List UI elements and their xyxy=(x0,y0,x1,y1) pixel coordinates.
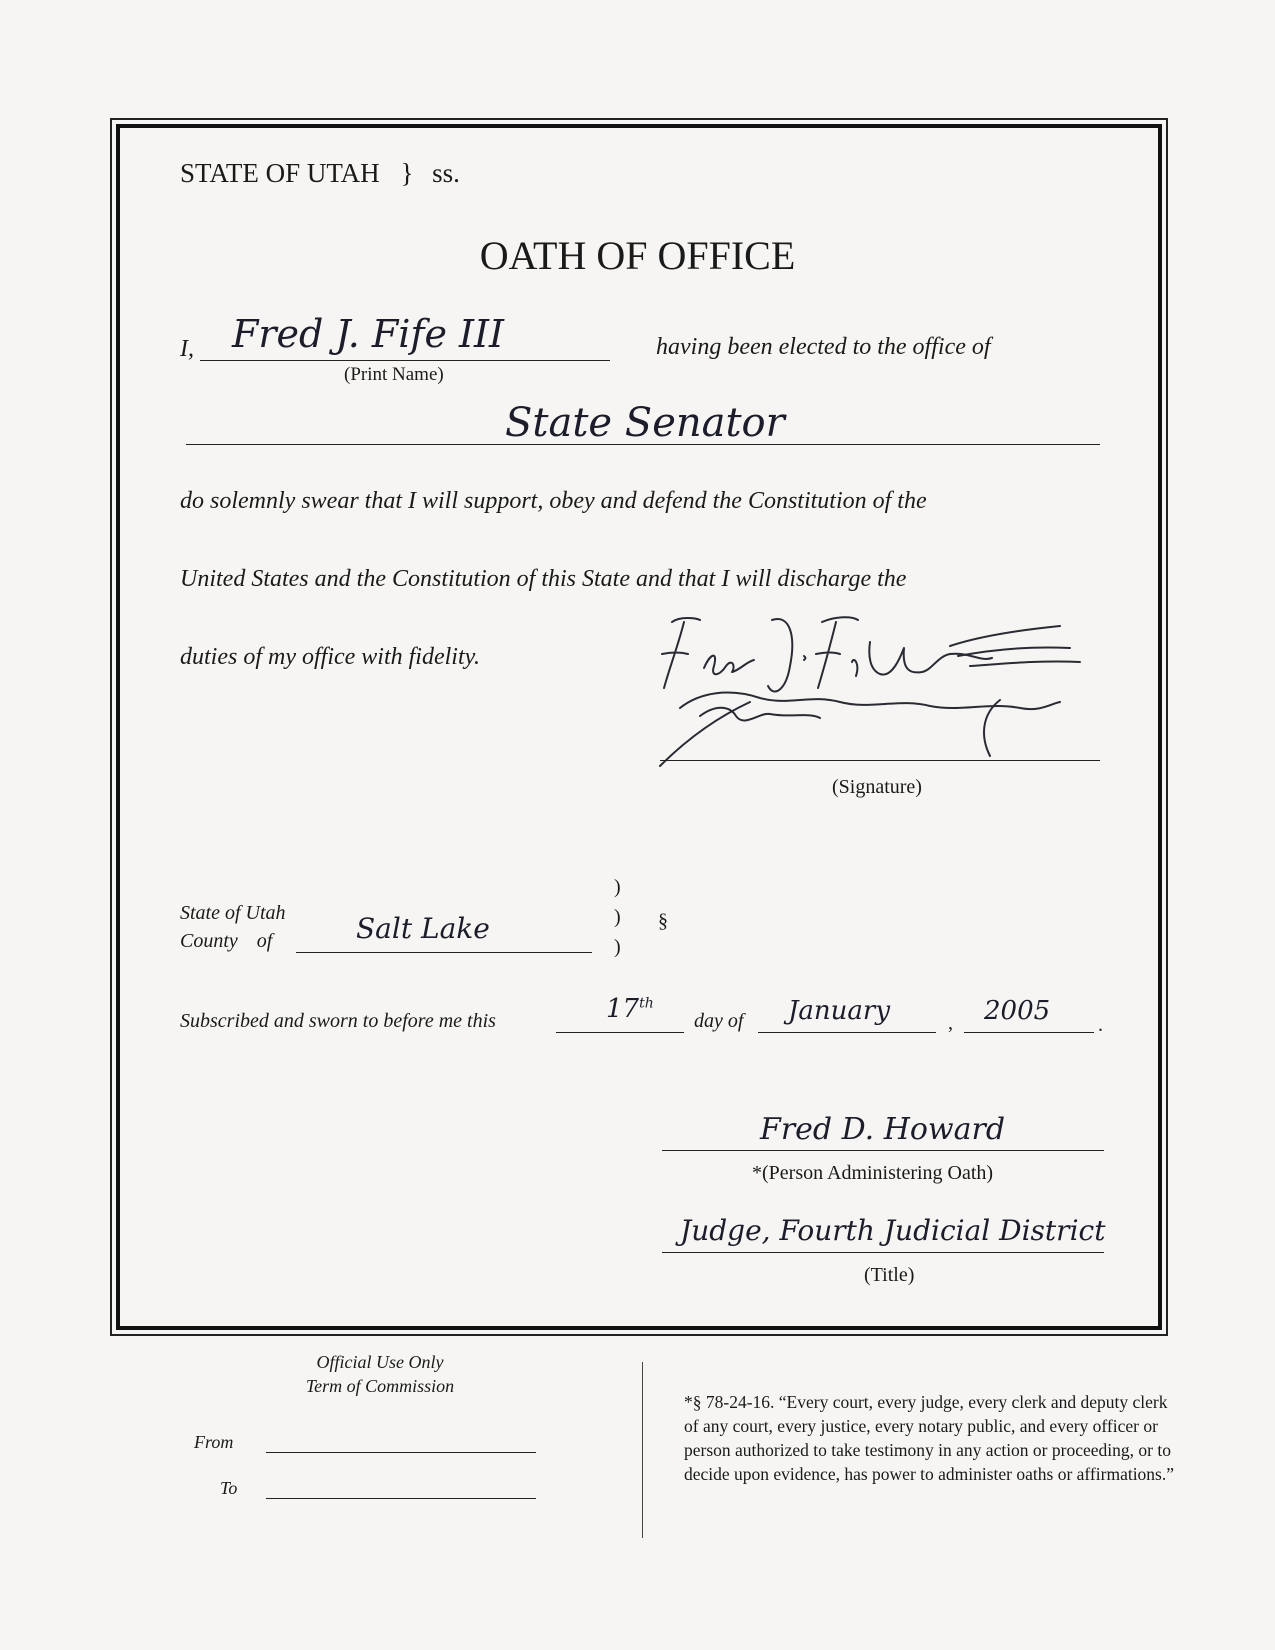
venue-county-label xyxy=(180,930,272,953)
day-of-label: day of xyxy=(694,1010,744,1032)
date-comma: , xyxy=(948,1012,953,1034)
office-value: State Senator xyxy=(505,400,785,446)
state-heading: STATE OF UTAH xyxy=(180,158,380,188)
oath-line-3: duties of my office with fidelity. xyxy=(180,644,480,670)
oath-line-1: do solemnly swear that I will support, obey and defend the Constitution of the xyxy=(180,488,927,514)
i-label: I, xyxy=(180,336,194,362)
footer-divider xyxy=(642,1362,643,1538)
day-line xyxy=(556,1032,684,1033)
day-number: 17 xyxy=(606,994,640,1024)
section-symbol: § xyxy=(658,910,668,932)
month-line xyxy=(758,1032,936,1033)
title-line xyxy=(662,1252,1104,1253)
venue-paren-1: ) xyxy=(614,876,621,898)
venue-state-label: State of Utah xyxy=(180,902,286,924)
administrator-name-value: Fred D. Howard xyxy=(760,1112,1006,1147)
from-label: From xyxy=(194,1432,234,1452)
print-name-value: Fred J. Fife III xyxy=(232,312,505,356)
county-of-label: of xyxy=(256,930,273,952)
day-suffix: th xyxy=(639,995,654,1012)
administrator-title-value: Judge, Fourth Judicial District xyxy=(680,1214,1106,1247)
official-heading-1: Official Use Only xyxy=(316,1352,444,1372)
day-value xyxy=(606,994,654,1024)
signature-line xyxy=(660,760,1100,761)
venue-paren-3: ) xyxy=(614,936,621,958)
document-title: OATH OF OFFICE xyxy=(479,233,796,278)
sworn-text: Subscribed and sworn to before me this xyxy=(180,1010,496,1032)
ss-label: ss. xyxy=(432,158,460,188)
year-value: 2005 xyxy=(984,996,1051,1026)
brace: } xyxy=(400,158,414,188)
signature-label: (Signature) xyxy=(832,776,922,798)
to-line xyxy=(266,1498,536,1499)
year-line xyxy=(964,1032,1094,1033)
venue-paren-2: ) xyxy=(614,906,621,928)
county-line xyxy=(296,952,592,953)
administrator-line xyxy=(662,1150,1104,1151)
date-period: . xyxy=(1098,1014,1103,1036)
from-line xyxy=(266,1452,536,1453)
official-heading-2: Term of Commission xyxy=(305,1376,455,1396)
to-label: To xyxy=(220,1478,238,1498)
county-value: Salt Lake xyxy=(356,912,490,945)
administrator-title-label: (Title) xyxy=(864,1264,915,1286)
administrator-name-label: *(Person Administering Oath) xyxy=(752,1162,994,1184)
state-heading-row xyxy=(180,158,460,189)
print-name-label: (Print Name) xyxy=(344,364,444,385)
elected-text: having been elected to the office of xyxy=(656,334,991,360)
month-value: January xyxy=(788,996,891,1026)
print-name-line xyxy=(200,360,610,361)
oath-line-2: United States and the Constitution of this State and that I will discharge the xyxy=(180,566,907,592)
county-label: County xyxy=(180,930,238,952)
statute-footnote: *§ 78-24-16. “Every court, every judge, every clerk and deputy clerk of any court, every justice, every notary public, and every officer or person authorized to take testimony in any action or proceeding, or to decide upon evidence, has power to administer oaths or affirmations.” xyxy=(684,1392,1175,1484)
